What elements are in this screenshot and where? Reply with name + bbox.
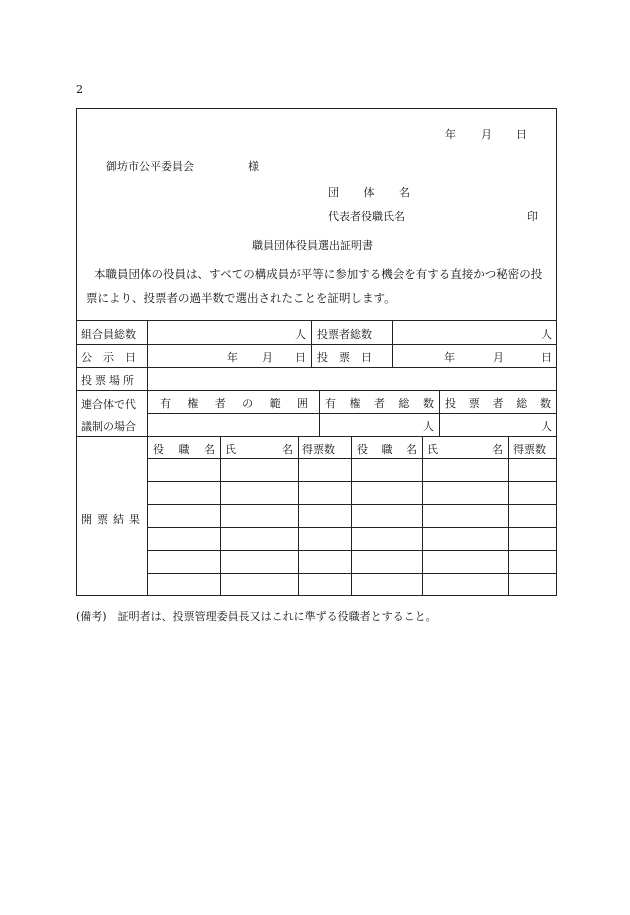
- rule: [147, 320, 148, 596]
- document-title: 職員団体役員選出証明書: [252, 239, 373, 252]
- federation-label-line1: 連合体で代: [81, 398, 136, 411]
- page-number: 2: [76, 83, 83, 96]
- rule: [439, 390, 440, 436]
- eligible-total-header: 有 権 者 総 数: [325, 397, 434, 410]
- announce-year: 年: [227, 351, 238, 364]
- eligible-total-unit: 人: [423, 420, 434, 433]
- certification-text: 本職員団体の役員は、すべての構成員が平等に参加する機会を有する直接かつ秘密の投票により、投票者の過半数で選出されたことを証明します。: [86, 267, 543, 305]
- rule: [147, 550, 557, 551]
- col-name-1: 氏 名: [225, 443, 293, 456]
- org-name-label: 団 体 名: [328, 186, 410, 199]
- col-position-1: 役 職 名: [153, 443, 215, 456]
- eligible-range-header: 有 権 者 の 範 囲: [160, 397, 308, 410]
- vote-month: 月: [493, 351, 504, 364]
- results-label: 開票結果: [81, 513, 145, 526]
- rule: [147, 573, 557, 574]
- vote-day: 日: [541, 351, 552, 364]
- rule: [147, 504, 557, 505]
- rule: [147, 413, 557, 414]
- date-month: 月: [481, 128, 492, 141]
- announce-date-label: 公 示 日: [81, 351, 136, 364]
- announce-day: 日: [295, 351, 306, 364]
- rule: [147, 458, 557, 459]
- announce-month: 月: [262, 351, 273, 364]
- members-total-label: 組合員総数: [81, 328, 136, 341]
- rule: [298, 436, 299, 596]
- rule: [508, 436, 509, 596]
- date-year: 年: [445, 128, 456, 141]
- seal-mark: 印: [527, 210, 538, 223]
- federation-label-line2: 議制の場合: [81, 420, 136, 433]
- rule: [351, 436, 352, 596]
- rule: [147, 481, 557, 482]
- rule: [76, 344, 557, 345]
- rule: [76, 390, 557, 391]
- rule: [311, 320, 312, 367]
- voters-total-label: 投票者総数: [317, 328, 372, 341]
- voters-unit: 人: [541, 328, 552, 341]
- rule: [319, 390, 320, 436]
- rule: [76, 436, 557, 437]
- rule: [220, 436, 221, 596]
- col-votes-2: 得票数: [513, 443, 546, 456]
- rule: [147, 527, 557, 528]
- vote-year: 年: [444, 351, 455, 364]
- date-day: 日: [516, 128, 527, 141]
- federation-voters-unit: 人: [541, 420, 552, 433]
- rule: [76, 320, 557, 321]
- col-votes-1: 得票数: [302, 443, 335, 456]
- rule: [392, 320, 393, 367]
- rule: [422, 436, 423, 596]
- members-unit: 人: [295, 328, 306, 341]
- federation-voters-total-header: 投 票 者 総 数: [445, 397, 551, 410]
- representative-label: 代表者役職氏名: [328, 210, 405, 223]
- addressee: 御坊市公平委員会: [106, 160, 194, 173]
- vote-place-label: 投票場所: [81, 374, 137, 387]
- col-name-2: 氏 名: [427, 443, 503, 456]
- rule: [76, 367, 557, 368]
- remarks-note: (備考) 証明者は、投票管理委員長又はこれに準ずる役職者とすること。: [76, 610, 437, 623]
- honorific: 様: [248, 160, 259, 173]
- col-position-2: 役 職 名: [357, 443, 417, 456]
- vote-date-label: 投 票 日: [317, 351, 372, 364]
